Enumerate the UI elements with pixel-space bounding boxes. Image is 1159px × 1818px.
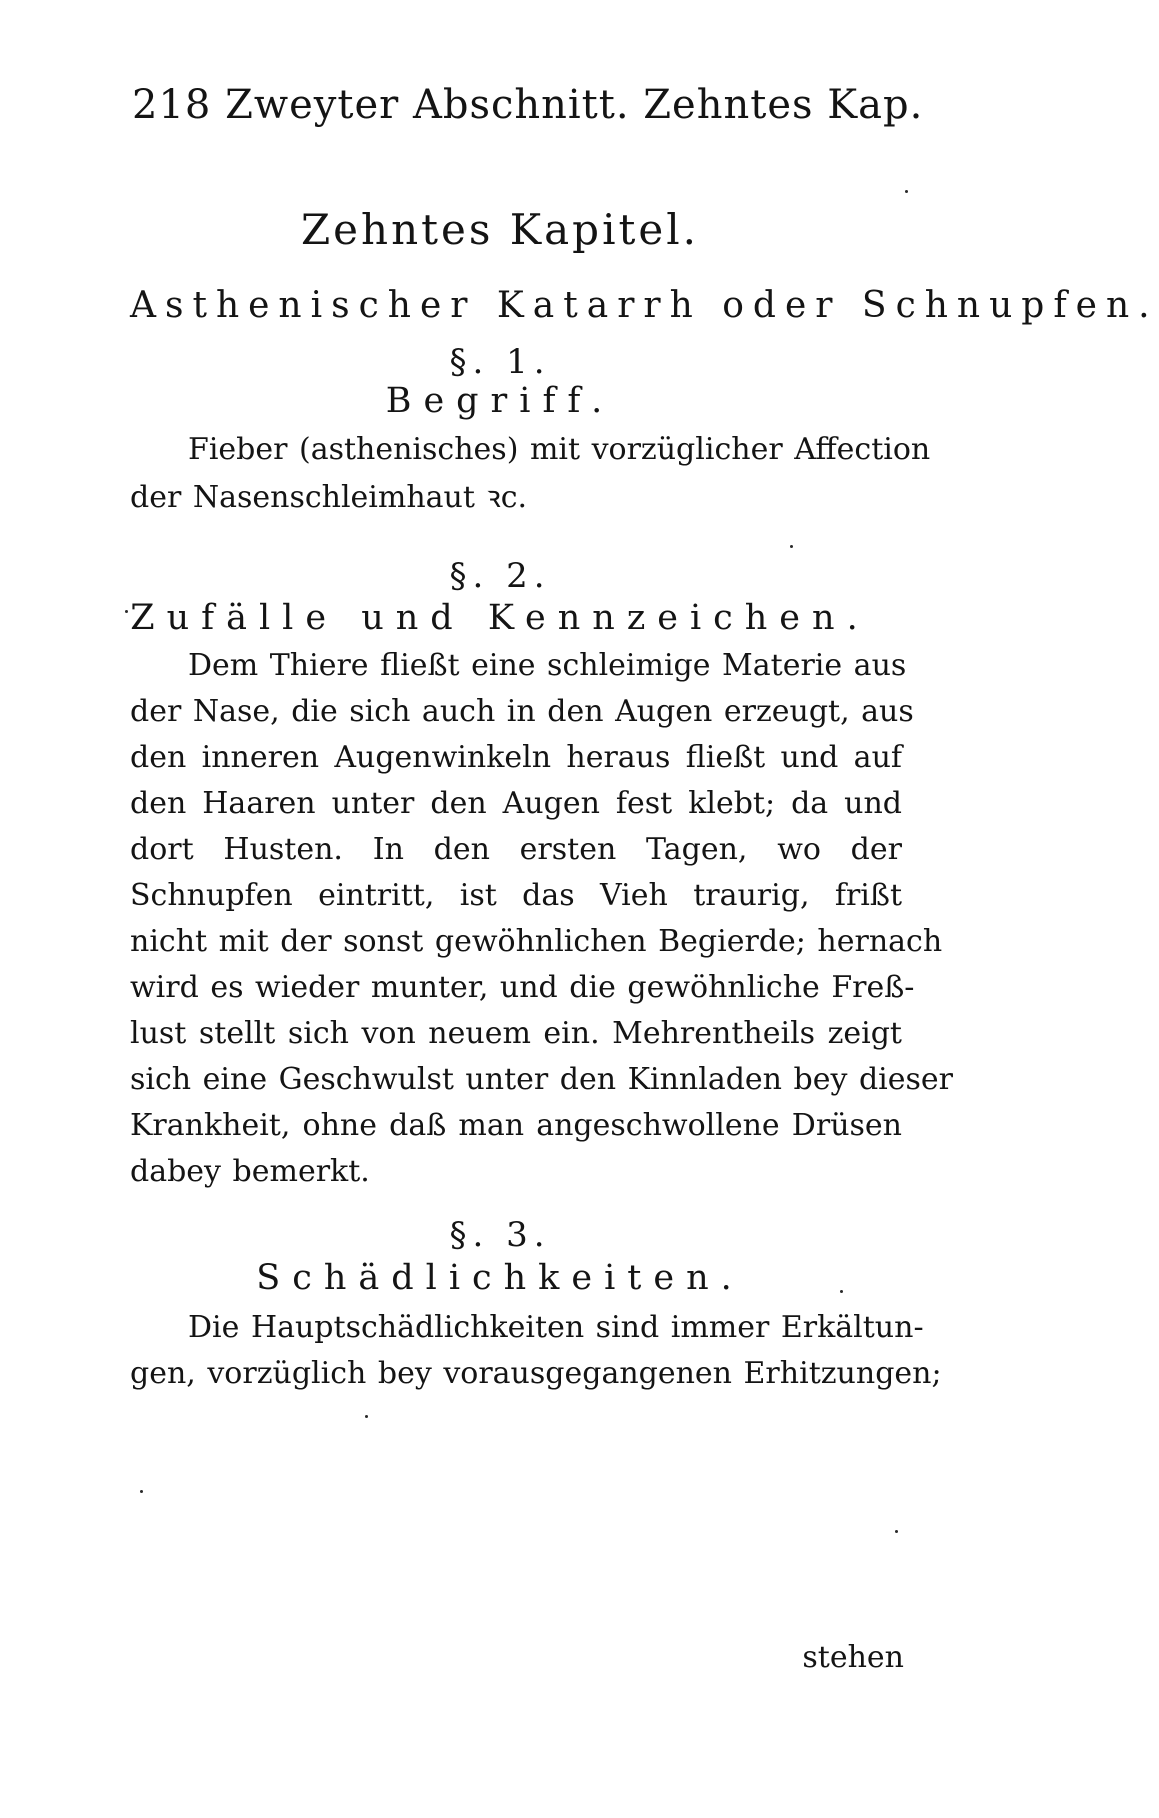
scan-speck xyxy=(790,545,793,548)
paragraph-line: sich eine Geschwulst unter den Kinnladen bey dieser xyxy=(130,1062,954,1097)
section-number: §. 2. xyxy=(449,556,551,596)
paragraph-line: Schnupfen eintritt, ist das Vieh traurig, frißt xyxy=(130,878,902,913)
paragraph-line: lust stellt sich von neuem ein. Mehrentheils zeigt xyxy=(130,1016,902,1051)
scan-speck xyxy=(905,190,908,193)
chapter-subtitle: Asthenischer Katarrh oder Schnupfen. xyxy=(130,285,1159,326)
paragraph-line: dabey bemerkt. xyxy=(130,1154,370,1189)
paragraph-line: Fieber (asthenisches) mit vorzüglicher Affection xyxy=(188,432,931,467)
section-number: §. 1. xyxy=(449,342,551,382)
paragraph-line: gen, vorzüglich bey vorausgegangenen Erhitzungen; xyxy=(130,1356,942,1391)
scan-speck xyxy=(140,1490,143,1493)
section-number: §. 3. xyxy=(449,1215,551,1255)
scan-speck xyxy=(365,1415,368,1418)
paragraph-line: den inneren Augenwinkeln heraus fließt und auf xyxy=(130,740,902,775)
paragraph-line: Die Hauptschädlichkeiten sind immer Erkältun- xyxy=(188,1310,924,1345)
scan-speck xyxy=(840,1290,843,1293)
chapter-title: Zehntes Kapitel. xyxy=(300,205,700,254)
running-head: 218 Zweyter Abschnitt. Zehntes Kap. xyxy=(132,82,924,128)
scan-speck xyxy=(125,610,128,613)
paragraph-line: Krankheit, ohne daß man angeschwollene Drüsen xyxy=(130,1108,902,1143)
paragraph-line: wird es wieder munter, und die gewöhnliche Freß- xyxy=(130,970,915,1005)
section-heading: Zufälle und Kennzeichen. xyxy=(130,598,870,638)
paragraph-line: den Haaren unter den Augen fest klebt; da und xyxy=(130,786,902,821)
section-heading: Begriff. xyxy=(385,381,615,421)
paragraph-line: nicht mit der sonst gewöhnlichen Begierde; hernach xyxy=(130,924,943,959)
catchword: stehen xyxy=(802,1640,904,1675)
paragraph-line: der Nase, die sich auch in den Augen erzeugt, aus xyxy=(130,694,914,729)
scan-speck xyxy=(895,1530,898,1533)
paragraph-line: der Nasenschleimhaut ꝛc. xyxy=(130,480,528,515)
section-heading: Schädlichkeiten. xyxy=(256,1258,744,1298)
paragraph-line: Dem Thiere fließt eine schleimige Materie aus xyxy=(188,648,907,683)
paragraph-line: dort Husten. In den ersten Tagen, wo der xyxy=(130,832,902,867)
